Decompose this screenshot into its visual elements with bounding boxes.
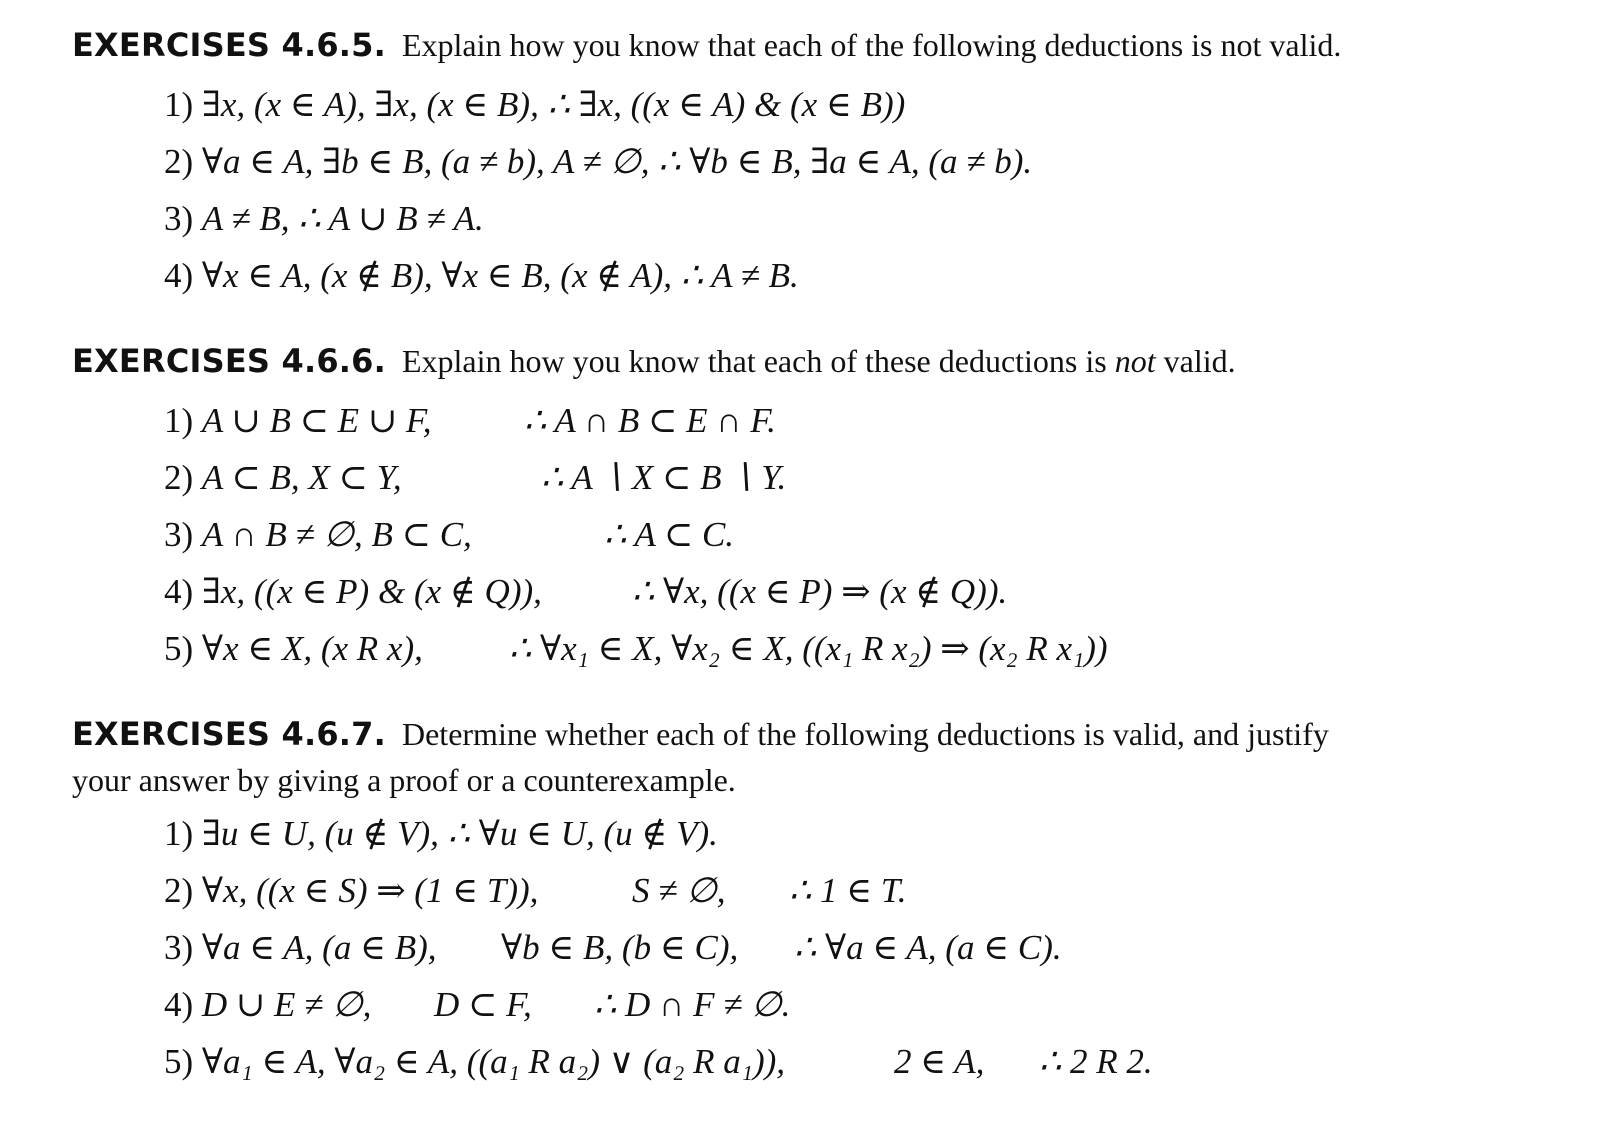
exercise-item-5 [164, 1033, 1592, 1090]
item-deduction: ∀a ∈ A, ∃b ∈ B, (a ≠ b), A ≠ ∅, ∴ ∀b ∈ B, ∃a ∈ A, (a ≠ b). [201, 142, 1033, 181]
item-number: 2) [164, 458, 194, 497]
exercise-item-1 [164, 76, 1592, 133]
item-conclusion: ∴ D ∩ F ≠ ∅. [594, 985, 791, 1024]
section-instructions: Explain how you know that each of the following deductions is not valid. [401, 27, 1342, 63]
item-number: 4) [164, 256, 194, 295]
exercise-item-3 [164, 190, 1592, 247]
section-label: EXERCISES 4.6.6. [72, 342, 386, 380]
exercise-item-1 [164, 392, 1592, 449]
exercise-item-2 [164, 133, 1592, 190]
item-number: 4) [164, 985, 194, 1024]
item-premise: ∀b ∈ B, (b ∈ C), [501, 928, 739, 967]
item-conclusion: ∴ A ∩ B ⊂ E ∩ F. [524, 401, 776, 440]
item-deduction: A ≠ B, ∴ A ∪ B ≠ A. [201, 199, 484, 238]
item-premise: ∀a₁ ∈ A, ∀a₂ ∈ A, ((a₁ R a₂) ∨ (a₂ R a₁)), [201, 1042, 786, 1081]
item-premise: ∀a ∈ A, (a ∈ B), [201, 928, 437, 967]
item-deduction: ∃x, (x ∈ A), ∃x, (x ∈ B), ∴ ∃x, ((x ∈ A) & (x ∈ B)) [201, 85, 906, 124]
item-premise: 2 ∈ A, [894, 1042, 985, 1081]
exercise-section-4-6-6 [72, 338, 1592, 677]
exercise-item-3 [164, 919, 1592, 976]
instructions-part: Explain how you know that each of these deductions is [401, 343, 1115, 379]
exercise-item-5 [164, 620, 1592, 677]
item-conclusion: ∴ A ∖ X ⊂ B ∖ Y. [541, 458, 787, 497]
section-label: EXERCISES 4.6.5. [72, 26, 386, 64]
item-premises: A ⊂ B, X ⊂ Y, [201, 458, 402, 497]
item-number: 3) [164, 199, 194, 238]
exercise-item-2 [164, 862, 1592, 919]
section-heading [72, 338, 1592, 384]
item-number: 1) [164, 401, 194, 440]
item-premises: A ∩ B ≠ ∅, B ⊂ C, [201, 515, 472, 554]
item-conclusion: ∴ ∀x₁ ∈ X, ∀x₂ ∈ X, ((x₁ R x₂) ⇒ (x₂ R x₁)) [509, 629, 1108, 668]
item-conclusion: ∴ 1 ∈ T. [789, 871, 907, 910]
item-number: 1) [164, 814, 194, 853]
item-premise: D ∪ E ≠ ∅, [201, 985, 372, 1024]
item-number: 5) [164, 1042, 194, 1081]
item-deduction: ∀x ∈ A, (x ∉ B), ∀x ∈ B, (x ∉ A), ∴ A ≠ B. [201, 256, 799, 295]
exercise-section-4-6-7 [72, 711, 1592, 1090]
section-heading [72, 22, 1592, 68]
item-number: 3) [164, 928, 194, 967]
item-conclusion: ∴ ∀a ∈ A, (a ∈ C). [794, 928, 1062, 967]
exercise-item-4 [164, 563, 1592, 620]
item-premise: ∀x, ((x ∈ S) ⇒ (1 ∈ T)), [201, 871, 539, 910]
item-premises: ∀x ∈ X, (x R x), [201, 629, 423, 668]
item-premise: D ⊂ F, [434, 985, 532, 1024]
section-heading [72, 711, 1592, 803]
section-instructions-continued: your answer by giving a proof or a counterexample. [72, 762, 736, 798]
exercise-item-4 [164, 247, 1592, 304]
exercise-page [72, 22, 1592, 1124]
item-number: 2) [164, 871, 194, 910]
exercise-item-1 [164, 805, 1592, 862]
item-number: 4) [164, 572, 194, 611]
item-premise: S ≠ ∅, [632, 871, 726, 910]
exercise-item-2 [164, 449, 1592, 506]
item-deduction: ∃u ∈ U, (u ∉ V), ∴ ∀u ∈ U, (u ∉ V). [201, 814, 718, 853]
item-number: 2) [164, 142, 194, 181]
item-premises: A ∪ B ⊂ E ∪ F, [201, 401, 432, 440]
instructions-emphasis: not [1114, 343, 1156, 379]
section-label: EXERCISES 4.6.7. [72, 715, 386, 753]
item-conclusion: ∴ ∀x, ((x ∈ P) ⇒ (x ∉ Q)). [632, 572, 1008, 611]
exercise-section-4-6-5 [72, 22, 1592, 304]
item-conclusion: ∴ 2 R 2. [1039, 1042, 1153, 1081]
instructions-part: valid. [1155, 343, 1236, 379]
exercise-item-3 [164, 506, 1592, 563]
item-conclusion: ∴ A ⊂ C. [604, 515, 735, 554]
item-number: 3) [164, 515, 194, 554]
section-instructions [402, 343, 1236, 379]
item-premises: ∃x, ((x ∈ P) & (x ∉ Q)), [201, 572, 542, 611]
section-instructions: Determine whether each of the following deductions is valid, and justify [401, 716, 1329, 752]
item-number: 1) [164, 85, 194, 124]
item-number: 5) [164, 629, 194, 668]
exercise-item-4 [164, 976, 1592, 1033]
